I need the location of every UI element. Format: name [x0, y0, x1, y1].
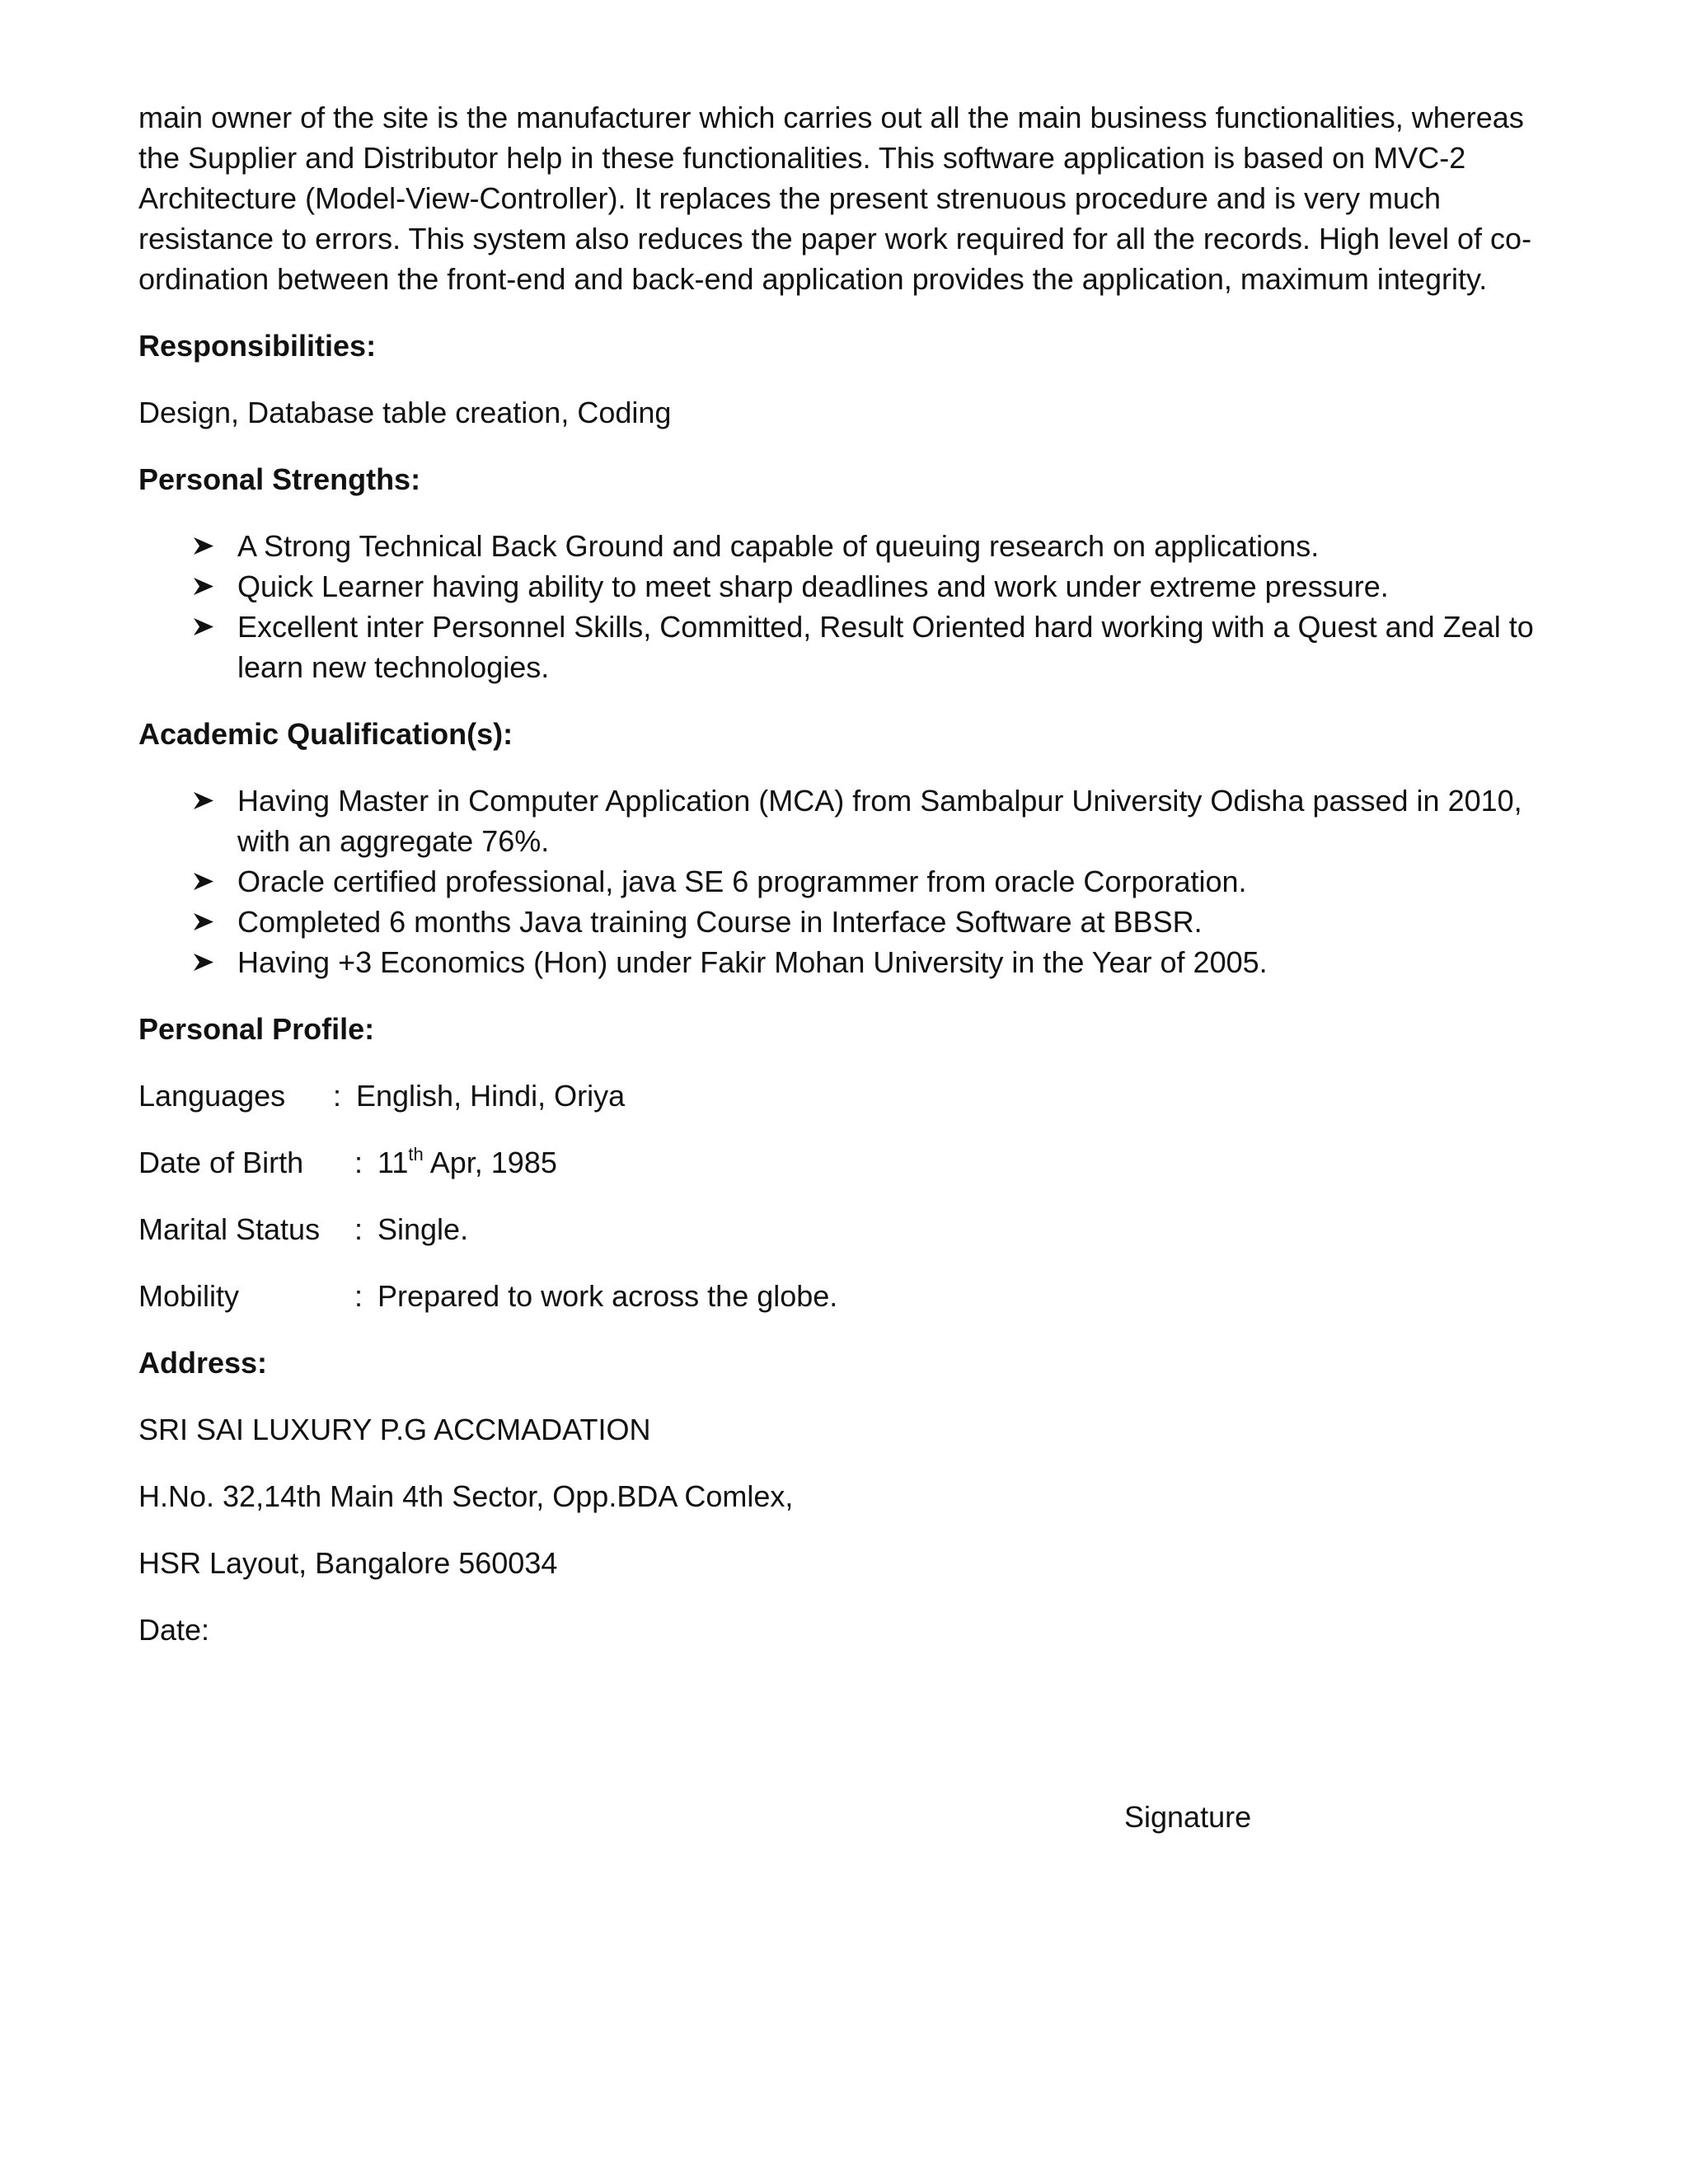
mobility-value: Prepared to work across the globe.: [377, 1279, 838, 1313]
address-heading: Address:: [138, 1346, 268, 1380]
strength-text: Excellent inter Personnel Skills, Committed, Result Oriented hard working with a Quest and Zeal to learn new technologies.: [237, 610, 1534, 684]
qualification-text: Having Master in Computer Application (MCA) from Sambalpur University Odisha passed in 2010, with an aggregate 76%.: [237, 784, 1522, 858]
qualification-text: Having +3 Economics (Hon) under Fakir Mohan University in the Year of 2005.: [237, 945, 1268, 979]
responsibilities-text: Design, Database table creation, Coding: [138, 396, 672, 429]
separator: :: [333, 1079, 342, 1113]
signature-label: Signature: [1124, 1800, 1252, 1834]
qualification-text: Completed 6 months Java training Course in Interface Software at BBSR.: [237, 905, 1203, 939]
list-item: [138, 861, 1550, 902]
list-item: [138, 607, 1550, 687]
list-item: [138, 566, 1550, 607]
dob-label: Date of Birth: [138, 1146, 304, 1179]
separator: :: [354, 1212, 363, 1246]
profile-languages-row: [138, 1076, 1550, 1116]
list-item: [138, 780, 1550, 861]
arrowhead-bullet-icon: [191, 566, 216, 607]
address-line-3: HSR Layout, Bangalore 560034: [138, 1546, 558, 1580]
strength-text: A Strong Technical Back Ground and capable of queuing research on applications.: [237, 529, 1320, 563]
arrowhead-bullet-icon: [191, 942, 216, 982]
marital-label: Marital Status: [138, 1212, 321, 1246]
arrowhead-bullet-icon: [191, 526, 216, 566]
strengths-heading: Personal Strengths:: [138, 462, 421, 496]
address-line-2: H.No. 32,14th Main 4th Sector, Opp.BDA Comlex,: [138, 1479, 794, 1513]
profile-mobility-row: [138, 1276, 1550, 1316]
arrowhead-bullet-icon: [191, 780, 216, 821]
separator: :: [354, 1146, 363, 1179]
dob-day: 11: [377, 1146, 409, 1179]
arrowhead-bullet-icon: [191, 902, 216, 942]
resume-page: [138, 97, 1550, 1650]
arrowhead-bullet-icon: [191, 861, 216, 902]
academics-heading: Academic Qualification(s):: [138, 717, 513, 751]
list-item: [138, 526, 1550, 566]
mobility-label: Mobility: [138, 1279, 240, 1313]
responsibilities-heading: Responsibilities:: [138, 329, 377, 363]
arrowhead-bullet-icon: [191, 607, 216, 647]
list-item: [138, 942, 1550, 982]
separator: :: [354, 1279, 363, 1313]
list-item: [138, 902, 1550, 942]
dob-rest: Apr, 1985: [423, 1146, 557, 1179]
profile-marital-row: [138, 1209, 1550, 1249]
qualification-text: Oracle certified professional, java SE 6 programmer from oracle Corporation.: [237, 865, 1247, 898]
dob-value: [377, 1142, 557, 1183]
languages-value: English, Hindi, Oriya: [356, 1079, 626, 1113]
project-description: main owner of the site is the manufacturer which carries out all the main business functionalities, whereas the Supplier and Distributor help in these functionalities. This software application is based on MVC-2 Architecture (Model-View-Controller). It replaces the present strenuous procedure and is very much resistance to errors. This system also reduces the paper work required for all the records. High level of co-ordination between the front-end and back-end application provides the application, maximum integrity.: [138, 101, 1532, 296]
profile-dob-row: [138, 1142, 1550, 1183]
marital-value: Single.: [377, 1212, 469, 1246]
strengths-list: [138, 526, 1550, 687]
date-label: Date:: [138, 1613, 210, 1647]
languages-label: Languages: [138, 1079, 286, 1113]
dob-ordinal: th: [408, 1144, 424, 1165]
academics-list: [138, 780, 1550, 982]
profile-heading: Personal Profile:: [138, 1012, 375, 1046]
address-line-1: SRI SAI LUXURY P.G ACCMADATION: [138, 1413, 651, 1446]
strength-text: Quick Learner having ability to meet sharp deadlines and work under extreme pressure.: [237, 569, 1389, 603]
